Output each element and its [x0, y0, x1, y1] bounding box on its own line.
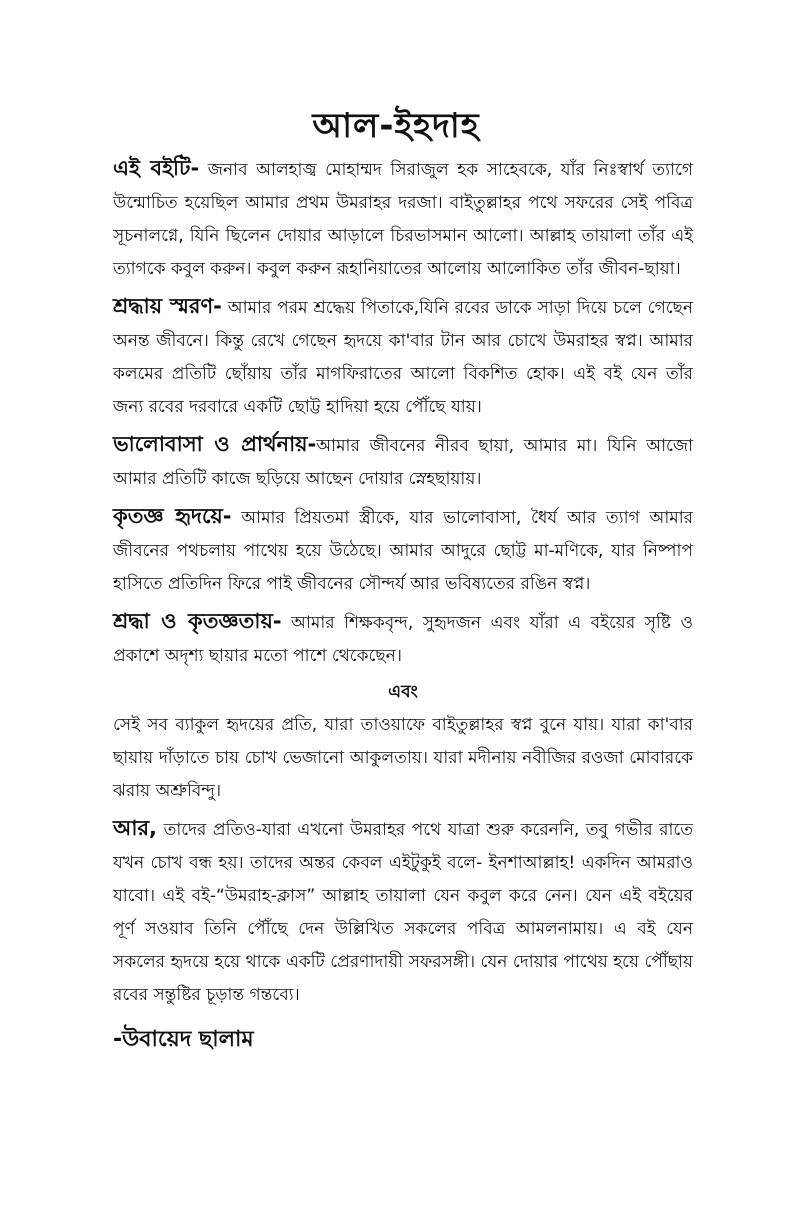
- dedication-content: [113, 152, 693, 1058]
- paragraph-lead: এই বইটি-: [113, 156, 200, 180]
- paragraph-text: আমার শিক্ষকবৃন্দ, সুহৃদজন এবং যাঁরা এ বইয়ের সৃষ্টি ও প্রকাশে অদৃশ্য ছায়ার মতো পাশে থেকেছেন।: [113, 613, 693, 666]
- paragraph-lead: শ্রদ্ধা ও কৃতজ্ঞতায়-: [113, 609, 282, 633]
- dedication-paragraph-4: [113, 500, 693, 601]
- dedication-paragraph-3: [113, 428, 693, 496]
- paragraph-text: আমার প্রিয়তমা স্ত্রীকে, যার ভালোবাসা, ধৈর্য আর ত্যাগ আমার জীবনের পথচলায় পাথেয় হয়ে উঠেছে। আমার আদুরে ছোট্ট মা-মণিকে, যার নিষ্পাপ হাসিতে প্রতিদিন ফিরে পাই জীবনের সৌন্দর্য আর ভবিষ্যতের রঙিন স্বপ্ন।: [113, 508, 693, 594]
- paragraph-text: আমার পরম শ্রদ্ধেয় পিতাকে,যিনি রবের ডাকে সাড়া দিয়ে চলে গেছেন অনন্ত জীবনে। কিন্তু রেখে গেছেন হৃদয়ে কা'বার টান আর চোখে উমরাহর স্বপ্ন। আমার কলমের প্রতিটি ছোঁয়ায় তাঁর মাগফিরাতের আলো বিকশিত হোক। এই বই যেন তাঁর জন্য রবের দরবারে একটি ছোট্ট হাদিয়া হয়ে পৌঁছে যায়।: [113, 298, 693, 417]
- separator-word: এবং: [388, 682, 418, 702]
- dedication-paragraph-2: [113, 290, 693, 424]
- author-signature: -উবায়েদ ছালাম: [113, 1027, 254, 1052]
- page-title: আল-ইহদাহ: [312, 106, 480, 146]
- final-paragraph: [113, 812, 693, 1012]
- paragraph-text: জনাব আলহাজ্ব মোহাম্মদ সিরাজুল হক সাহেবকে, যাঁর নিঃস্বার্থ ত্যাগে উন্মোচিত হয়েছিল আমার প্রথম উমরাহর দরজা। বাইতুল্লাহর পথে সফরের সেই পবিত্র সূচনালগ্নে, যিনি ছিলেন দোয়ার আড়ালে চিরভাসমান আলো। আল্লাহ তায়ালা তাঁর এই ত্যাগকে কবুল করুন। কবুল করুন রূহানিয়াতের আলোয় আলোকিত তাঁর জীবন-ছায়া।: [113, 160, 693, 279]
- dedication-paragraph-5: [113, 605, 693, 673]
- paragraph-lead: কৃতজ্ঞ হৃদয়ে-: [113, 504, 232, 528]
- paragraph-text: তাদের প্রতিও-যারা এখনো উমরাহর পথে যাত্রা শুরু করেননি, তবু গভীর রাতে যখন চোখ বন্ধ হয়। তাদের অন্তর কেবল এইটুকুই বলে- ইনশাআল্লাহ! একদিন আমরাও যাবো। এই বই-“উমরাহ-ক্লাস” আল্লাহ তায়ালা যেন কবুল করে নেন। যেন এই বইয়ের পূর্ণ সওয়াব তিনি পৌঁছে দেন উল্লিখিত সকলের পবিত্র আমলনামায়। এ বই যেন সকলের হৃদয়ে হয়ে থাকে একটি প্রেরণাদায়ী সফরসঙ্গী। যেন দোয়ার পাথেয় হয়ে পৌঁছায় রবের সন্তুষ্টির চূড়ান্ত গন্তব্যে।: [113, 820, 693, 1005]
- paragraph-lead: শ্রদ্ধায় স্মরণ-: [113, 294, 222, 318]
- paragraph-text: আমার জীবনের নীরব ছায়া, আমার মা। যিনি আজো আমার প্রতিটি কাজে ছড়িয়ে আছেন দোয়ার স্নেহছায়ায়।: [113, 436, 694, 489]
- paragraph-lead: ভালোবাসা ও প্রার্থনায়-: [113, 432, 317, 456]
- dedication-paragraph-1: [113, 152, 693, 286]
- closing-paragraph: সেই সব ব্যাকুল হৃদয়ের প্রতি, যারা তাওয়াফে বাইতুল্লাহর স্বপ্ন বুনে যায়। যারা কা'বার ছায়ায় দাঁড়াতে চায় চোখ ভেজানো আকুলতায়। যারা মদীনায় নবীজির রওজা মোবারকে ঝরায় অশ্রুবিন্দু।: [113, 715, 693, 801]
- paragraph-lead: আর,: [113, 816, 158, 840]
